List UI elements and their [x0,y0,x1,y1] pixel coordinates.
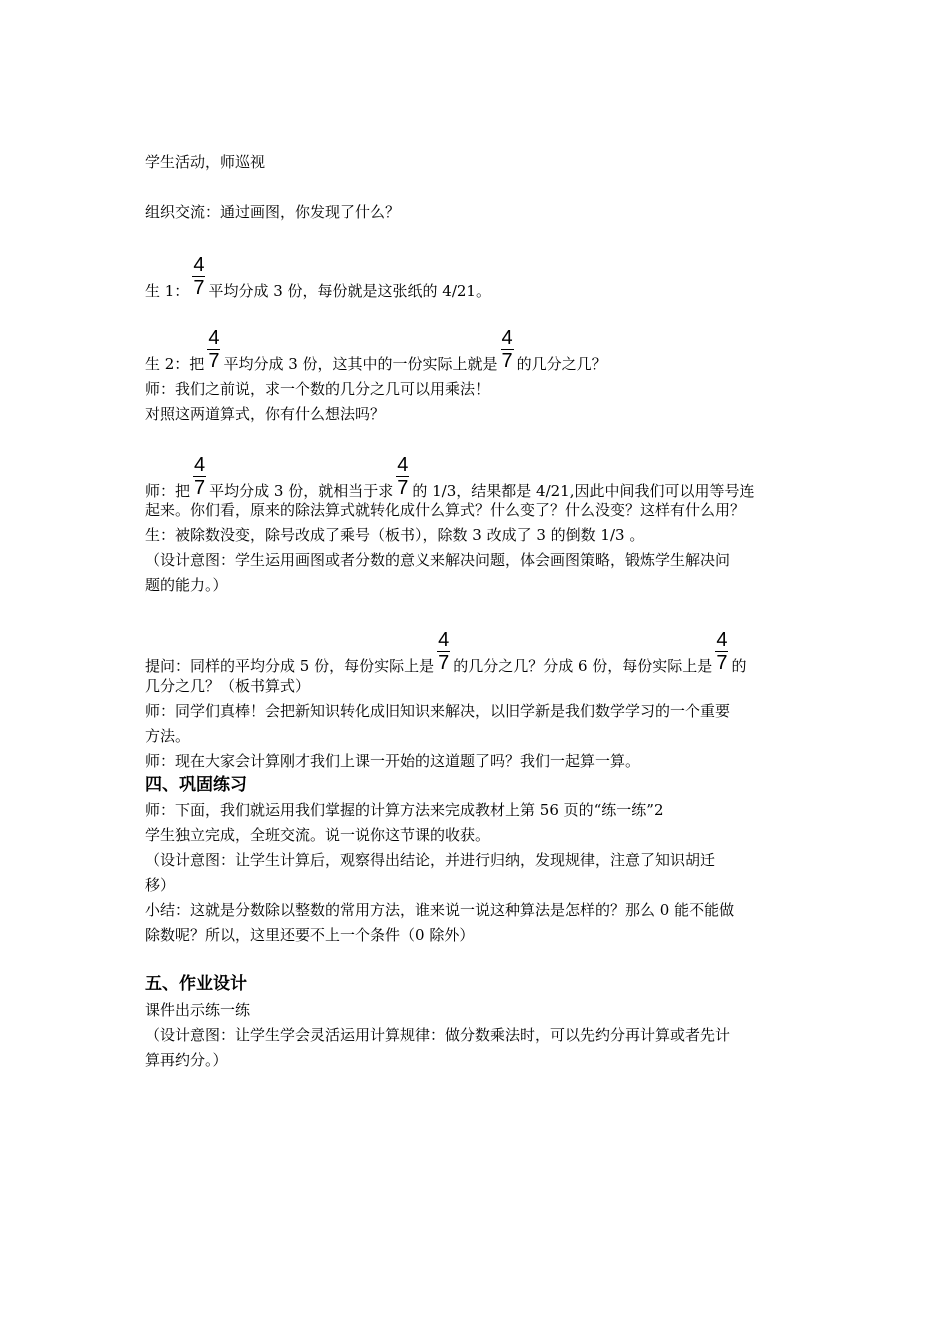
line-text: 的 [731,657,747,675]
fraction-denominator: 7 [194,477,206,499]
fraction-denominator: 7 [501,350,513,372]
fraction-numerator: 4 [194,454,206,476]
section-heading: 五、作业设计 [145,974,247,994]
fraction-numerator: 4 [438,629,450,651]
line-text: 生 1： [145,282,190,300]
fraction-denominator: 7 [438,652,450,674]
fraction-denominator: 7 [193,277,205,299]
line-text: 的几分之几？ [516,355,607,373]
line-text: 平均分成 3 份，就相当于求 [209,482,394,500]
fraction-denominator: 7 [397,477,409,499]
text-line-with-fraction [145,631,810,676]
fraction-numerator: 4 [716,629,728,651]
text-line: 方法。 [145,727,191,745]
fraction-four-sevenths [396,454,409,499]
text-line: 几分之几？（板书算式） [145,677,311,695]
fraction-denominator: 7 [716,652,728,674]
text-line-with-fraction [145,256,810,301]
text-line: 除数呢？所以，这里还要不上一个条件（0 除外） [145,926,475,944]
fraction-numerator: 4 [501,327,513,349]
fraction-four-sevenths [193,454,206,499]
text-line: 生：被除数没变，除号改成了乘号（板书），除数 3 改成了 3 的倒数 1/3 。 [145,526,645,544]
text-line: 课件出示练一练 [145,1001,251,1019]
text-line: （设计意图：让学生计算后，观察得出结论，并进行归纳，发现规律，注意了知识胡迁 [145,851,716,869]
fraction-four-sevenths [192,254,205,299]
fraction-numerator: 4 [208,327,220,349]
text-line: （设计意图：学生运用画图或者分数的意义来解决问题，体会画图策略，锻炼学生解决问 [145,551,731,569]
text-line: 对照这两道算式，你有什么想法吗？ [145,405,386,423]
text-line: （设计意图：让学生学会灵活运用计算规律：做分数乘法时，可以先约分再计算或者先计 [145,1026,731,1044]
section-heading: 四、巩固练习 [145,775,247,795]
fraction-four-sevenths [501,327,514,372]
text-line: 小结：这就是分数除以整数的常用方法，谁来说一说这种算法是怎样的？那么 0 能不能做 [145,901,735,919]
text-line: 师：我们之前说，求一个数的几分之几可以用乘法！ [145,380,491,398]
text-line: 题的能力。） [145,576,228,594]
line-text: 提问：同样的平均分成 5 份，每份实际上是 [145,657,435,675]
fraction-four-sevenths [207,327,220,372]
text-line: 师：现在大家会计算刚才我们上课一开始的这道题了吗？我们一起算一算。 [145,752,641,770]
line-text: 的几分之几？分成 6 份，每份实际上是 [453,657,713,675]
text-line: 起来。你们看，原来的除法算式就转化成什么算式？什么变了？什么没变？这样有什么用？ [145,501,746,519]
line-text: 平均分成 3 份，每份就是这张纸的 4/21。 [208,282,491,300]
line-text: 师：把 [145,482,191,500]
fraction-denominator: 7 [208,350,220,372]
line-text: 的 1/3，结果都是 4/21,因此中间我们可以用等号连 [412,482,755,500]
fraction-four-sevenths [437,629,450,674]
fraction-four-sevenths [715,629,728,674]
text-line: 师：下面，我们就运用我们掌握的计算方法来完成教材上第 56 页的“练一练”2 [145,801,664,819]
text-line: 组织交流：通过画图，你发现了什么？ [145,203,401,221]
line-text: 平均分成 3 份，这其中的一份实际上就是 [223,355,498,373]
text-line-with-fraction [145,456,810,501]
line-text: 生 2：把 [145,355,205,373]
text-line-with-fraction [145,329,810,374]
text-line: 移） [145,876,176,894]
text-line: 学生独立完成，全班交流。说一说你这节课的收获。 [145,826,491,844]
fraction-numerator: 4 [397,454,409,476]
text-line: 师：同学们真棒！会把新知识转化成旧知识来解决，以旧学新是我们数学学习的一个重要 [145,702,731,720]
text-line: 算再约分。） [145,1051,228,1069]
text-line: 学生活动，师巡视 [145,153,266,171]
fraction-numerator: 4 [193,254,205,276]
